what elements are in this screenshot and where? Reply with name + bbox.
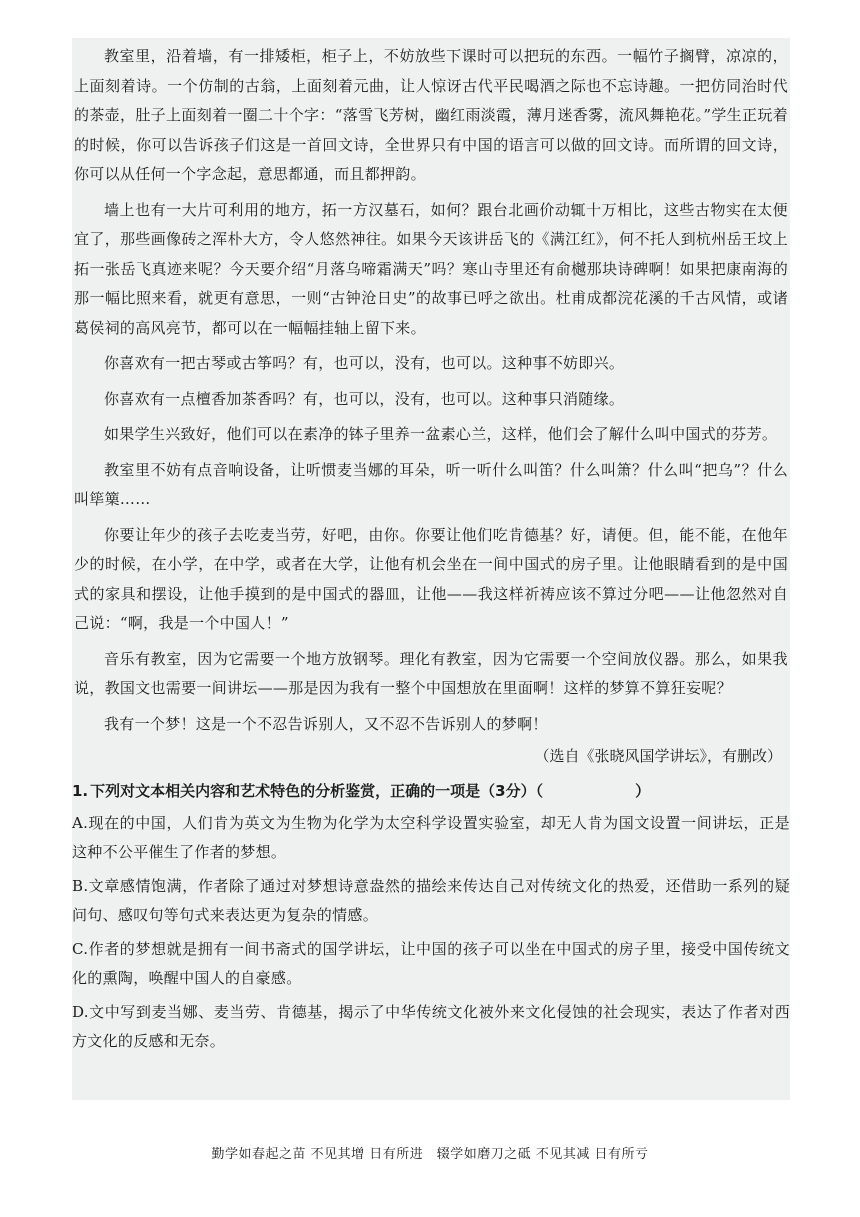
option-b: B.文章感情饱满，作者除了通过对梦想诗意盎然的描绘来传达自己对传统文化的热爱，还借助一系列的疑问句、感叹句等句式来表达更为复杂的情感。	[72, 877, 790, 924]
passage-paragraph: 如果学生兴致好，他们可以在素净的钵子里养一盆素心兰，这样，他们会了解什么叫中国式的芬芳。	[104, 425, 778, 443]
question-number: 1.	[72, 782, 89, 800]
option-a: A.现在的中国，人们肯为英文为生物为化学为太空科学设置实验室，却无人肯为国文设置一间讲坛，正是这种不公平催生了作者的梦想。	[72, 814, 790, 861]
footer-motto: 勤学如春起之苗 不见其增 日有所进 辍学如磨刀之砥 不见其减 日有所亏	[211, 1147, 649, 1162]
question-close-paren: ）	[635, 782, 651, 800]
text-content-block	[72, 38, 790, 1100]
passage-source: （选自《张晓风国学讲坛》，有删改）	[534, 747, 782, 765]
question-1	[72, 777, 790, 1055]
option-c: C.作者的梦想就是拥有一间书斋式的国学讲坛，让中国的孩子可以坐在中国式的房子里，接受中国传统文化的熏陶，唤醒中国人的自豪感。	[72, 940, 790, 987]
passage-paragraph: 教室里不妨有点音响设备，让听惯麦当娜的耳朵，听一听什么叫笛？什么叫箫？什么叫“把乌”？什么叫筚篥……	[74, 460, 788, 508]
passage-paragraph: 教室里，沿着墙，有一排矮柜，柜子上，不妨放些下课时可以把玩的东西。一幅竹子搁臂，凉凉的，上面刻着诗。一个仿制的古翁，上面刻着元曲，让人惊讶古代平民喝酒之际也不忘诗趣。一把仿同治时代的茶壶，肚子上面刻着一圈二十个字：“落雪飞芳树，幽红雨淡霞，薄月迷香雾，流风舞艳花。”学生正玩着的时候，你可以告诉孩子们这是一首回文诗，全世界只有中国的语言可以做的回文诗。而所谓的回文诗，你可以从任何一个字念起，意思都通，而且都押韵。	[74, 47, 788, 183]
passage-paragraph: 墙上也有一大片可利用的地方，拓一方汉墓石，如何？跟台北画价动辄十万相比，这些古物实在太便宜了，那些画像砖之浑朴大方，令人悠然神往。如果今天该讲岳飞的《满江红》，何不托人到杭州岳王坟上拓一张岳飞真迹来呢？今天要介绍“月落乌啼霜满天”吗？寒山寺里还有俞樾那块诗碑啊！如果把康南海的那一幅比照来看，就更有意思，一则“古钟沧日史”的故事已呼之欲出。杜甫成都浣花溪的千古风情，或诸葛侯祠的高风亮节，都可以在一幅幅挂轴上留下来。	[74, 200, 788, 337]
question-stem	[72, 777, 790, 805]
option-d: D.文中写到麦当娜、麦当劳、肯德基，揭示了中华传统文化被外来文化侵蚀的社会现实，表达了作者对西方文化的反感和无奈。	[72, 1003, 790, 1050]
passage-paragraph: 你喜欢有一点檀香加茶香吗？有，也可以，没有，也可以。这种事只消随缘。	[104, 389, 625, 408]
passage-paragraph: 你要让年少的孩子去吃麦当劳，好吧，由你。你要让他们吃肯德基？好，请便。但，能不能，在他年少的时候，在小学，在中学，或者在大学，让他有机会坐在一间中国式的房子里。让他眼睛看到的是中国式的家具和摆设，让他手摸到的是中国式的器皿，让他——我这样祈祷应该不算过分吧——让他忽然对自己说：“啊，我是一个中国人！”	[74, 525, 788, 632]
reading-passage	[72, 38, 790, 769]
passage-paragraph: 音乐有教室，因为它需要一个地方放钢琴。理化有教室，因为它需要一个空间放仪器。那么，如果我说，教国文也需要一间讲坛——那是因为我有一整个中国想放在里面啊！这样的梦算不算狂妄呢？	[74, 649, 788, 697]
question-text: 下列对文本相关内容和艺术特色的分析鉴赏，正确的一项是（3分）（	[90, 782, 544, 800]
passage-paragraph: 我有一个梦！这是一个不忍告诉别人，又不忍不告诉别人的梦啊！	[104, 714, 548, 733]
passage-paragraph: 你喜欢有一把古琴或古筝吗？有，也可以，没有，也可以。这种事不妨即兴。	[104, 354, 625, 372]
